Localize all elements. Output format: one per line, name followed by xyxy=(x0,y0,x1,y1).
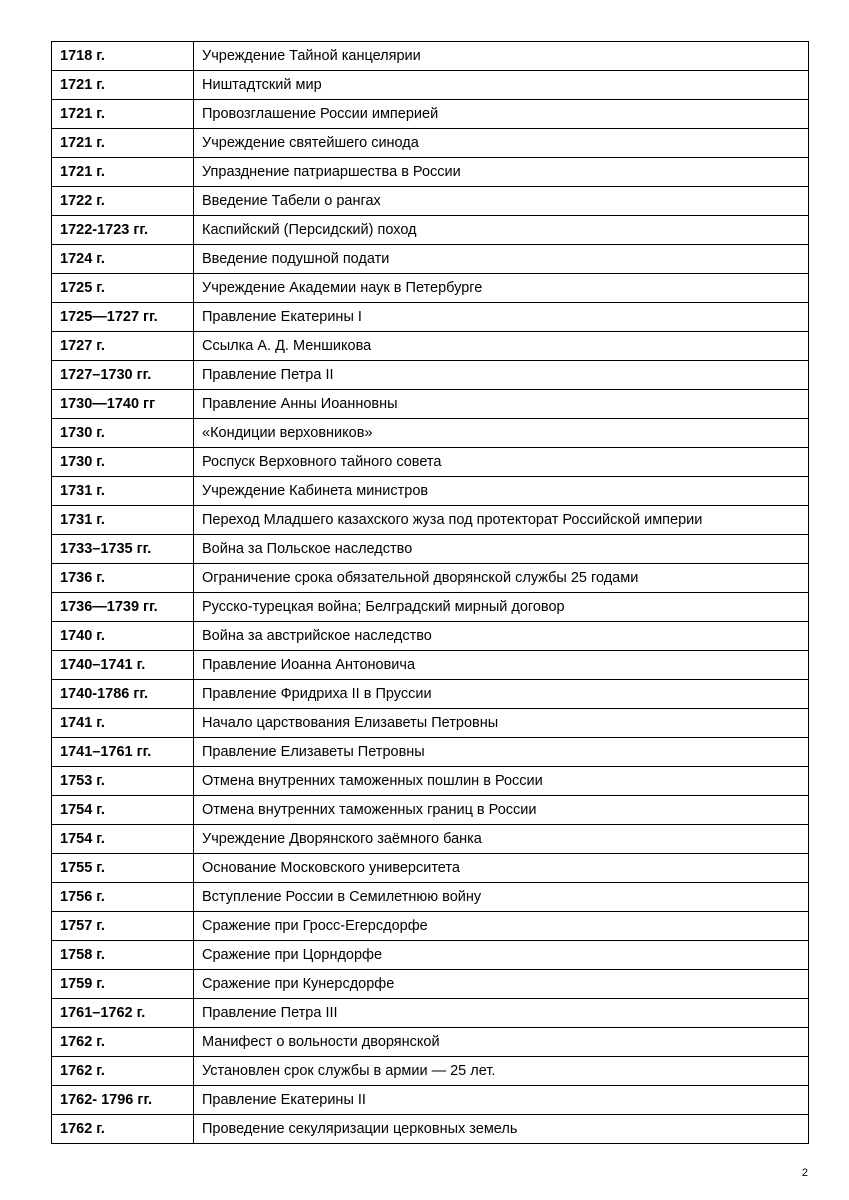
event-cell: Отмена внутренних таможенных границ в России xyxy=(194,796,809,825)
date-cell: 1740-1786 гг. xyxy=(52,680,194,709)
table-row xyxy=(52,912,809,941)
event-cell: Сражение при Кунерсдорфе xyxy=(194,970,809,999)
chronology-table-body xyxy=(52,42,809,1144)
table-row xyxy=(52,419,809,448)
event-cell: Учреждение святейшего синода xyxy=(194,129,809,158)
table-row xyxy=(52,593,809,622)
event-cell: «Кондиции верховников» xyxy=(194,419,809,448)
event-cell: Отмена внутренних таможенных пошлин в России xyxy=(194,767,809,796)
date-cell: 1740 г. xyxy=(52,622,194,651)
page-number: 2 xyxy=(801,1167,808,1179)
event-cell: Учреждение Кабинета министров xyxy=(194,477,809,506)
date-cell: 1756 г. xyxy=(52,883,194,912)
table-row xyxy=(52,1086,809,1115)
table-row xyxy=(52,245,809,274)
date-cell: 1730 г. xyxy=(52,419,194,448)
event-cell: Провозглашение России империей xyxy=(194,100,809,129)
event-cell: Начало царствования Елизаветы Петровны xyxy=(194,709,809,738)
event-cell: Проведение секуляризации церковных земель xyxy=(194,1115,809,1144)
event-cell: Переход Младшего казахского жуза под протекторат Российской империи xyxy=(194,506,809,535)
table-row xyxy=(52,767,809,796)
event-cell: Упразднение патриаршества в России xyxy=(194,158,809,187)
table-row xyxy=(52,999,809,1028)
event-cell: Каспийский (Персидский) поход xyxy=(194,216,809,245)
date-cell: 1730 г. xyxy=(52,448,194,477)
table-row xyxy=(52,738,809,767)
event-cell: Война за австрийское наследство xyxy=(194,622,809,651)
table-row xyxy=(52,216,809,245)
date-cell: 1733–1735 гг. xyxy=(52,535,194,564)
event-cell: Вступление России в Семилетнюю войну xyxy=(194,883,809,912)
event-cell: Правление Петра II xyxy=(194,361,809,390)
table-row xyxy=(52,622,809,651)
event-cell: Учреждение Тайной канцелярии xyxy=(194,42,809,71)
event-cell: Правление Екатерины I xyxy=(194,303,809,332)
date-cell: 1721 г. xyxy=(52,71,194,100)
date-cell: 1727–1730 гг. xyxy=(52,361,194,390)
date-cell: 1718 г. xyxy=(52,42,194,71)
event-cell: Правление Иоанна Антоновича xyxy=(194,651,809,680)
date-cell: 1730—1740 гг xyxy=(52,390,194,419)
table-row xyxy=(52,535,809,564)
date-cell: 1762- 1796 гг. xyxy=(52,1086,194,1115)
table-row xyxy=(52,448,809,477)
table-row xyxy=(52,390,809,419)
date-cell: 1721 г. xyxy=(52,100,194,129)
table-row xyxy=(52,71,809,100)
table-row xyxy=(52,332,809,361)
date-cell: 1741–1761 гг. xyxy=(52,738,194,767)
table-row xyxy=(52,709,809,738)
date-cell: 1754 г. xyxy=(52,825,194,854)
table-row xyxy=(52,187,809,216)
event-cell: Учреждение Дворянского заёмного банка xyxy=(194,825,809,854)
date-cell: 1731 г. xyxy=(52,506,194,535)
table-row xyxy=(52,680,809,709)
event-cell: Ограничение срока обязательной дворянской службы 25 годами xyxy=(194,564,809,593)
table-row xyxy=(52,883,809,912)
date-cell: 1759 г. xyxy=(52,970,194,999)
event-cell: Манифест о вольности дворянской xyxy=(194,1028,809,1057)
event-cell: Роспуск Верховного тайного совета xyxy=(194,448,809,477)
date-cell: 1731 г. xyxy=(52,477,194,506)
date-cell: 1762 г. xyxy=(52,1028,194,1057)
table-row xyxy=(52,129,809,158)
table-row xyxy=(52,854,809,883)
event-cell: Правление Екатерины II xyxy=(194,1086,809,1115)
event-cell: Сражение при Цорндорфе xyxy=(194,941,809,970)
event-cell: Основание Московского университета xyxy=(194,854,809,883)
date-cell: 1721 г. xyxy=(52,158,194,187)
table-row xyxy=(52,651,809,680)
date-cell: 1721 г. xyxy=(52,129,194,158)
date-cell: 1755 г. xyxy=(52,854,194,883)
table-row xyxy=(52,158,809,187)
date-cell: 1722-1723 гг. xyxy=(52,216,194,245)
date-cell: 1727 г. xyxy=(52,332,194,361)
table-row xyxy=(52,941,809,970)
date-cell: 1736—1739 гг. xyxy=(52,593,194,622)
chronology-table xyxy=(51,41,809,1144)
table-row xyxy=(52,1028,809,1057)
event-cell: Введение Табели о рангах xyxy=(194,187,809,216)
table-row xyxy=(52,274,809,303)
table-row xyxy=(52,825,809,854)
date-cell: 1740–1741 г. xyxy=(52,651,194,680)
event-cell: Ништадтский мир xyxy=(194,71,809,100)
date-cell: 1754 г. xyxy=(52,796,194,825)
table-row xyxy=(52,796,809,825)
table-row xyxy=(52,361,809,390)
table-row xyxy=(52,303,809,332)
table-row xyxy=(52,100,809,129)
table-row xyxy=(52,506,809,535)
event-cell: Введение подушной подати xyxy=(194,245,809,274)
date-cell: 1762 г. xyxy=(52,1057,194,1086)
table-row xyxy=(52,564,809,593)
date-cell: 1762 г. xyxy=(52,1115,194,1144)
date-cell: 1722 г. xyxy=(52,187,194,216)
date-cell: 1725 г. xyxy=(52,274,194,303)
event-cell: Русско-турецкая война; Белградский мирный договор xyxy=(194,593,809,622)
event-cell: Война за Польское наследство xyxy=(194,535,809,564)
event-cell: Учреждение Академии наук в Петербурге xyxy=(194,274,809,303)
event-cell: Правление Анны Иоанновны xyxy=(194,390,809,419)
event-cell: Установлен срок службы в армии — 25 лет. xyxy=(194,1057,809,1086)
event-cell: Сражение при Гросс-Егерсдорфе xyxy=(194,912,809,941)
date-cell: 1753 г. xyxy=(52,767,194,796)
table-row xyxy=(52,42,809,71)
table-row xyxy=(52,477,809,506)
date-cell: 1758 г. xyxy=(52,941,194,970)
event-cell: Правление Петра III xyxy=(194,999,809,1028)
event-cell: Правление Фридриха II в Пруссии xyxy=(194,680,809,709)
table-row xyxy=(52,1057,809,1086)
event-cell: Ссылка А. Д. Меншикова xyxy=(194,332,809,361)
date-cell: 1725—1727 гг. xyxy=(52,303,194,332)
event-cell: Правление Елизаветы Петровны xyxy=(194,738,809,767)
date-cell: 1736 г. xyxy=(52,564,194,593)
date-cell: 1741 г. xyxy=(52,709,194,738)
date-cell: 1757 г. xyxy=(52,912,194,941)
date-cell: 1724 г. xyxy=(52,245,194,274)
table-row xyxy=(52,970,809,999)
table-row xyxy=(52,1115,809,1144)
date-cell: 1761–1762 г. xyxy=(52,999,194,1028)
